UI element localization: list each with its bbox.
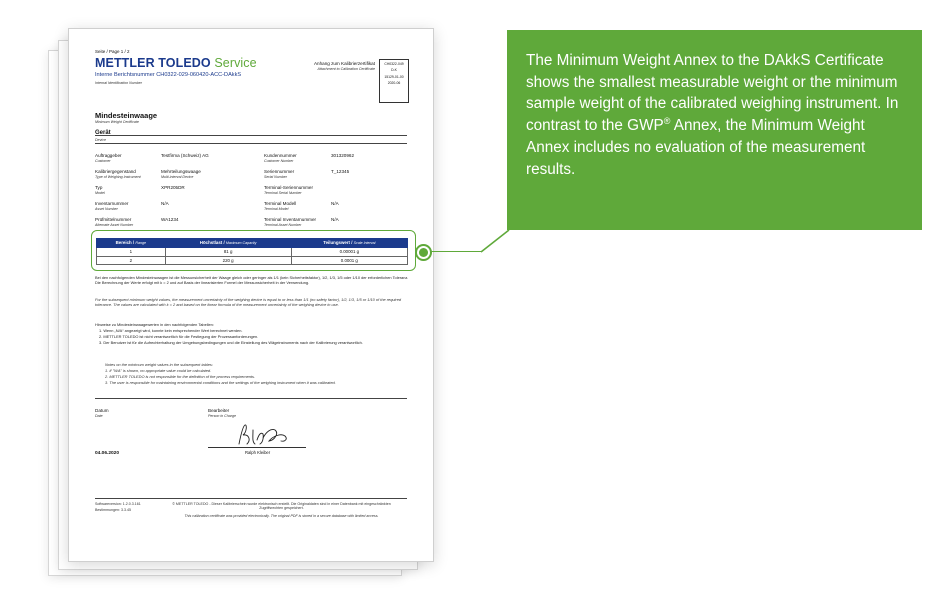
divider <box>95 398 407 399</box>
table-cell: 0.00001 g <box>291 248 407 257</box>
field-label-en: Terminal Asset Number <box>264 223 302 227</box>
brand-name: METTLER TOLEDO <box>95 56 211 70</box>
divider <box>95 498 407 499</box>
table-cell: 81 g <box>165 248 291 257</box>
field-value: N/A <box>331 217 339 222</box>
report-number-en: Internal Identification Number <box>95 81 142 85</box>
header-scale-interval: Teilungswert / Scale Interval <box>291 239 407 248</box>
field-value: N/A <box>331 201 339 206</box>
field-label: Inventarnummer <box>95 201 129 206</box>
document-title: Mindesteinwaage <box>95 111 158 120</box>
footer-software: Softwareversion: 1.2.0.3.161 <box>95 502 141 506</box>
field-value: Testfirma (Schweiz) AG <box>161 153 209 158</box>
person-label: Bearbeiter <box>208 408 230 413</box>
certificate-id-box <box>379 59 409 103</box>
callout-text: The Minimum Weight Annex to the DAkkS Certificate shows the smallest measurable weight or the minimum sample weight of the calibrated weighing instrument. In contrast to the GWP <box>526 52 899 135</box>
footer-de: © METTLER TOLEDO - Dieser Kalibrierschein wurde elektronisch erstellt. Die Originaldaten sind in einer Datenbank mit eingeschränkten Zugriffsrechten gespeichert. <box>172 502 391 511</box>
field-label: Seriennummer <box>264 169 295 174</box>
field-label-en: Customer <box>95 159 111 163</box>
notes-en-item: 3. The user is responsible for maintaining environmental conditions and the settings of the weighing instrument when it was calibrated. <box>105 380 336 385</box>
table-highlight <box>91 230 416 271</box>
field-value: 301320962 <box>331 153 354 158</box>
id-line: 15129-01-00 <box>384 74 404 79</box>
date-label-en: Date <box>95 414 103 418</box>
id-line: CH0322-049 <box>384 62 404 66</box>
field-label: Terminal Modell <box>264 201 297 206</box>
table-cell: 0.0001 g <box>291 256 407 265</box>
registered-mark: ® <box>663 116 671 127</box>
field-label-en: Alternate Asset Number <box>95 223 134 227</box>
field-label-en: Serial Number <box>264 175 287 179</box>
header-max-capacity: Höchstlast / Maximum Capacity <box>165 239 291 248</box>
header-range: Bereich / Range <box>97 239 166 248</box>
person-label-en: Person in Charge <box>208 414 236 418</box>
certificate-page <box>68 28 434 562</box>
brand-service: Service <box>214 56 257 70</box>
field-value-en: Multi-interval Device <box>161 175 194 179</box>
explanation-en: For the subsequent minimum weight values, the measurement uncertainty of the weighing device is equal to or less than 1/1 (no safety factor), 1/2, 1/3, 1/5 or 1/10 of the required tolerance. The values are calculated with k = 2 and based on the linear formula of the measurement uncertainty of the weighing device in use. <box>95 297 402 308</box>
signature-line <box>208 447 306 448</box>
document-title-en: Minimum Weight Certificate <box>95 120 139 124</box>
field-label: Terminal-Seriennummer <box>264 185 314 190</box>
table-cell: 2 <box>97 256 166 265</box>
id-line: 2020-06 <box>387 80 401 85</box>
section-device-en: Device <box>95 138 106 142</box>
id-line: D-K <box>391 68 397 73</box>
table-cell: 220 g <box>165 256 291 265</box>
annex-title: Anhang zum Kalibrierzertifikat <box>313 61 375 66</box>
person-name: Ralph Kleiber <box>245 450 271 455</box>
divider <box>95 143 407 144</box>
notes-de-item: 1. Wenn „N/A“ angezeigt wird, konnte kein entsprechender Wert berechnet werden. <box>99 328 243 333</box>
notes-en-title: Notes on the minimum weight values in the subsequent tables: <box>105 362 213 367</box>
notes-en-item: 2. METTLER TOLEDO is not responsible for the definition of the process requirements. <box>105 374 256 379</box>
notes-de-title: Hinweise zu Mindesteinwaagewerten in den nachfolgenden Tabellen: <box>95 322 214 327</box>
field-value: N/A <box>161 201 169 206</box>
field-label-en: Model <box>95 191 105 195</box>
field-label: Kalibriergegenstand <box>95 169 136 174</box>
field-value: T_12345 <box>331 169 350 174</box>
callout-text-2: Annex, the Minimum Weight Annex includes no evaluation of the measurement results. <box>526 117 866 178</box>
section-device: Gerät <box>95 130 111 136</box>
marker-dot-icon <box>419 248 428 257</box>
field-label-en: Asset Number <box>95 207 118 211</box>
notes-en-item: 1. If "N/A" is shown, no appropriate value could be calculated. <box>105 368 212 373</box>
field-label-en: Customer Number <box>264 159 294 163</box>
brand-logo <box>95 56 257 72</box>
divider <box>95 135 407 136</box>
notes-de-item: 2. METTLER TOLEDO ist nicht verantwortlich für die Festlegung der Prozessanforderungen. <box>99 334 259 339</box>
explanation-de: Bei den nachfolgenden Mindesteinwaagen ist die Messunsicherheit der Waage gleich oder geringer als 1/1 (kein Sicherheitsfaktor), 1/2, 1/3, 1/5 oder 1/10 der erforderlichen Toleranz. Die Berechnung der Werte erfolgt mit k = 2 und auf Basis der linearisierten Formel der Messunsicherheit in der Verwendung. <box>95 275 409 286</box>
date-label: Datum <box>95 408 109 413</box>
field-label: Prüfmittelnummer <box>95 217 132 222</box>
date-value: 04.06.2020 <box>95 451 120 456</box>
field-label: Terminal Inventarnummer <box>264 217 317 222</box>
notes-de-item: 3. Der Benutzer ist für die Aufrechterhaltung der Umgebungsbedingungen und die Einstellung des Wägeinstruments nach der Kalibrierung verantwortlich. <box>99 340 363 345</box>
table-cell: 1 <box>97 248 166 257</box>
field-label-en: Terminal Serial Number <box>264 191 302 195</box>
connector-diagonal <box>480 229 510 253</box>
field-value: Mehrteilungswaage <box>161 169 201 174</box>
info-callout <box>507 30 922 230</box>
connector-line <box>430 251 482 252</box>
field-label-en: Type of Weighing Instrument <box>95 175 141 179</box>
field-label: Typ <box>95 185 103 190</box>
footer-regulations: Bestimmungen: 3.3.45 <box>95 508 131 512</box>
field-value: XPR205DR <box>161 185 185 190</box>
signature-image <box>233 422 303 448</box>
field-label-en: Terminal Model <box>264 207 289 211</box>
field-value: WA1234 <box>161 217 179 222</box>
report-number: Interne Berichtsnummer CH0322-029-060420-ACC-DAkkS <box>95 72 242 78</box>
annex-title-en: Attachment to Calibration Certificate <box>317 67 375 71</box>
field-label: Auftraggeber <box>95 153 122 158</box>
footer-en: This calibration certificate was provided electronically. The original PDF is stored in a secure database with limited access. <box>184 514 379 518</box>
field-label: Kundennummer <box>264 153 297 158</box>
page-label: Seite / Page 1 / 2 <box>95 49 130 54</box>
